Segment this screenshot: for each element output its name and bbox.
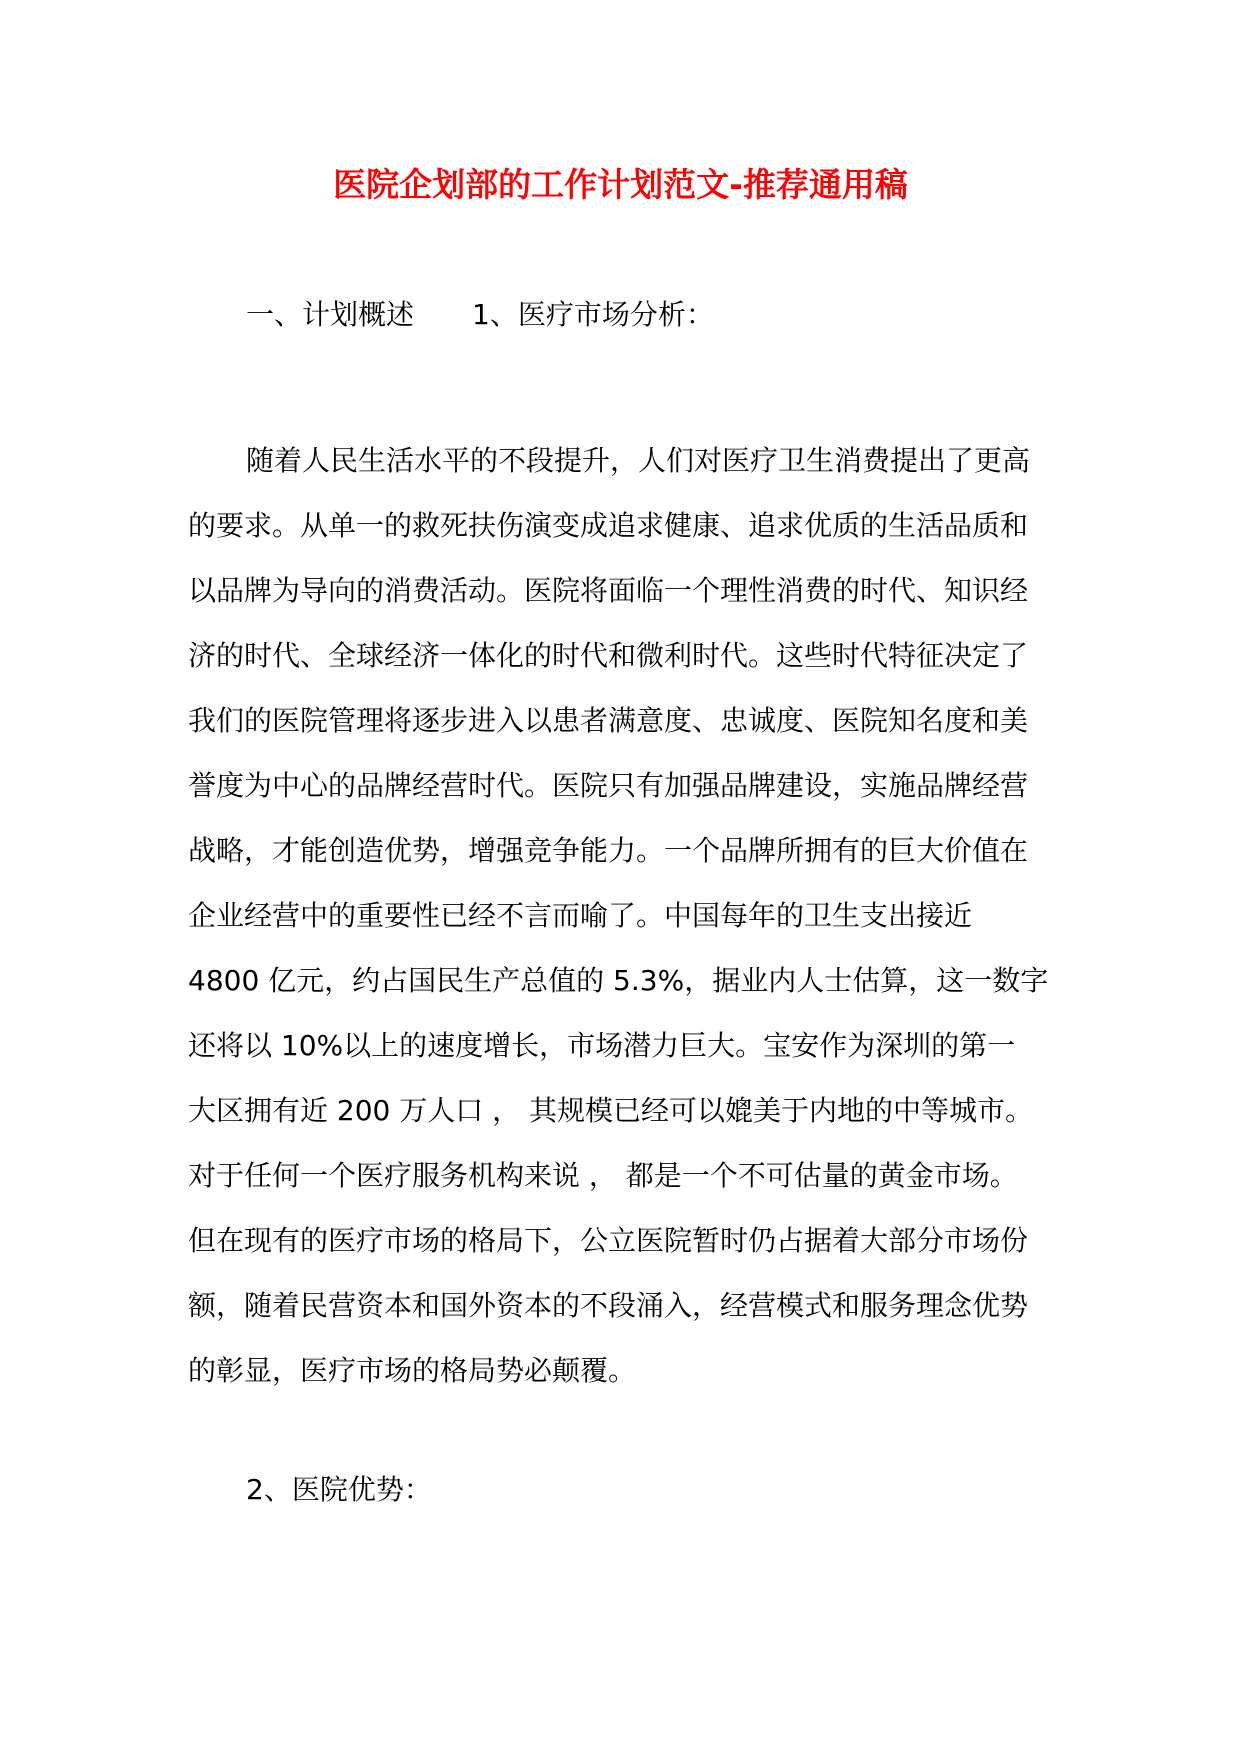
paragraph-line: 誉度为中心的品牌经营时代。医院只有加强品牌建设，实施品牌经营: [188, 769, 1029, 802]
paragraph-line: 济的时代、全球经济一体化的时代和微利时代。这些时代特征决定了: [188, 639, 1029, 672]
paragraph-line: 的彰显，医疗市场的格局势必颠覆。: [188, 1354, 637, 1387]
paragraph-line: 额，随着民营资本和国外资本的不段涌入，经营模式和服务理念优势: [188, 1289, 1029, 1322]
section-2-heading: 2、医院优势：: [246, 1473, 432, 1506]
outline-heading: [246, 295, 714, 335]
paragraph-line: 的要求。从单一的救死扶伤演变成追求健康、追求优质的生活品质和: [188, 509, 1029, 542]
paragraph-line: 我们的医院管理将逐步进入以患者满意度、忠诚度、医院知名度和美: [188, 704, 1029, 737]
paragraph-line: 战略，才能创造优势，增强竞争能力。一个品牌所拥有的巨大价值在: [188, 834, 1029, 867]
paragraph-line: 以品牌为导向的消费活动。医院将面临一个理性消费的时代、知识经: [188, 574, 1029, 607]
paragraph-line: 对于任何一个医疗服务机构来说 ， 都是一个不可估量的黄金市场。: [188, 1159, 1018, 1192]
section-heading: 一、计划概述: [246, 298, 415, 331]
paragraph-line: 企业经营中的重要性已经不言而喻了。中国每年的卫生支出接近: [188, 899, 973, 932]
paragraph-line: 还将以 10%以上的速度增长，市场潜力巨大。宝安作为深圳的第一: [188, 1029, 1016, 1062]
subsection-heading: 1、医疗市场分析：: [472, 298, 714, 331]
paragraph-line: 但在现有的医疗市场的格局下，公立医院暂时仍占据着大部分市场份: [188, 1224, 1029, 1257]
paragraph-line: 4800 亿元，约占国民生产总值的 5.3%，据业内人士估算，这一数字: [188, 964, 1049, 997]
paragraph-line: 大区拥有近 200 万人口 ， 其规模已经可以媲美于内地的中等城市。: [188, 1094, 1034, 1127]
market-analysis-paragraph: [188, 428, 1068, 1403]
document-title: 医院企划部的工作计划范文-推荐通用稿: [333, 165, 908, 204]
paragraph-line: 随着人民生活水平的不段提升，人们对医疗卫生消费提出了更高: [246, 444, 1031, 477]
